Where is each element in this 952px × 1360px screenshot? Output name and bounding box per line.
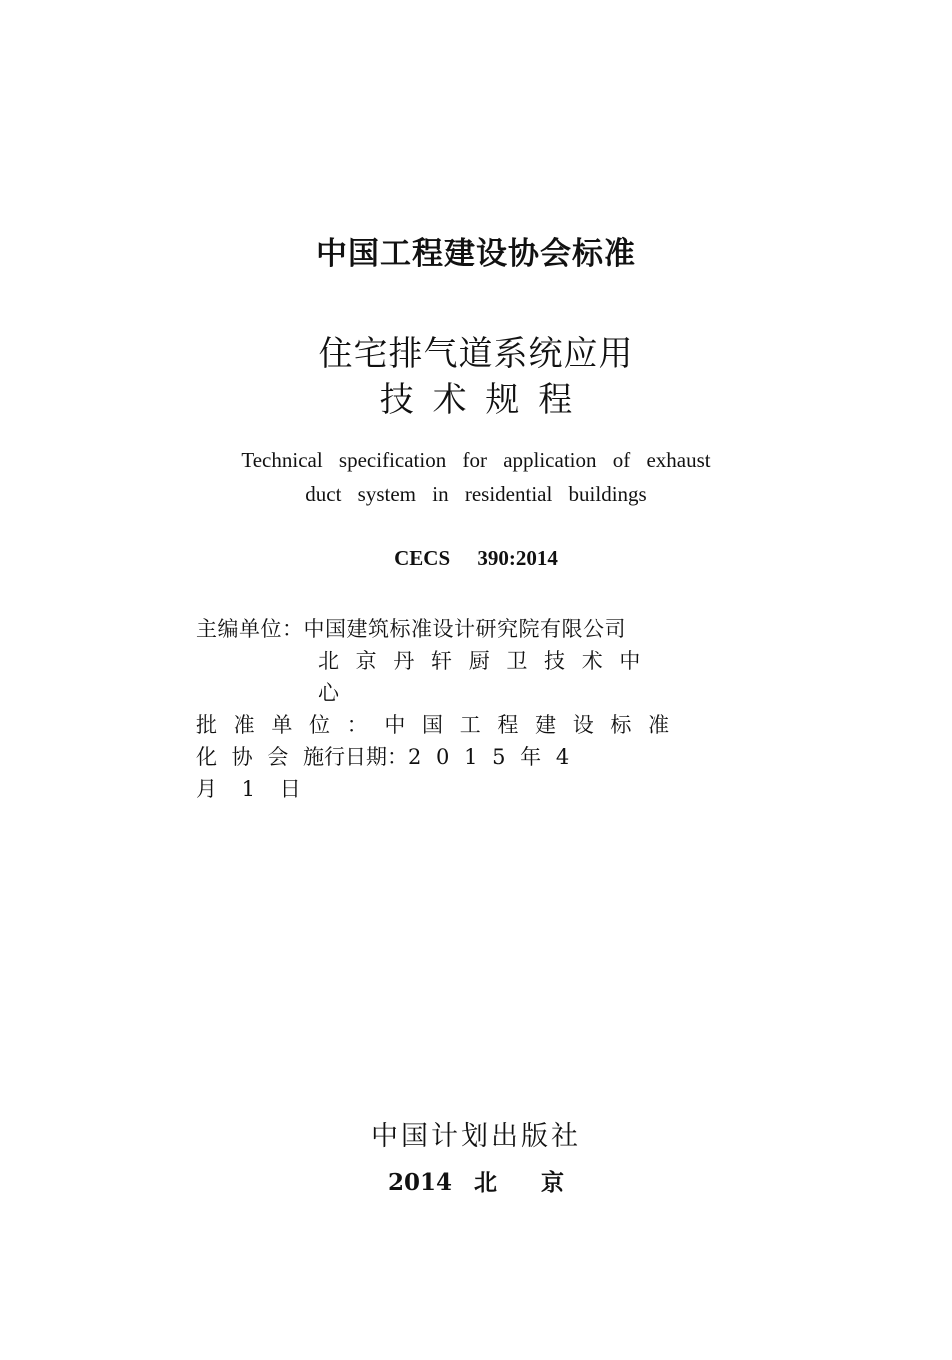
approval-effective-date-line: 化 协 会 施行日期：2 0 1 5 年 4	[196, 745, 570, 769]
english-title-line1: Technical specification for application of exhaust	[241, 448, 711, 472]
publisher-name: 中国计划出版社	[371, 1121, 581, 1152]
document-title-line1: 住宅排气道系统应用	[318, 334, 634, 374]
organization-standard-heading: 中国工程建设协会标准	[316, 236, 636, 272]
chief-editor-line: 主编单位：中国建筑标准设计研究院有限公司	[196, 617, 626, 641]
document-title-line2: 技 术 规 程	[379, 380, 573, 420]
chief-editor-line-2: 北 京 丹 轩 厨 卫 技 术 中	[318, 649, 641, 673]
approval-unit-line: 批 准 单 位 ： 中 国 工 程 建 设 标 准	[196, 713, 670, 737]
standard-code: CECS 390:2014	[394, 546, 558, 570]
chief-editor-line-3: 心	[318, 681, 339, 705]
effective-date-line: 月 1 日	[196, 777, 301, 801]
publication-year-place: 2014 北 京	[387, 1169, 565, 1196]
english-title-line2: duct system in residential buildings	[305, 482, 647, 506]
